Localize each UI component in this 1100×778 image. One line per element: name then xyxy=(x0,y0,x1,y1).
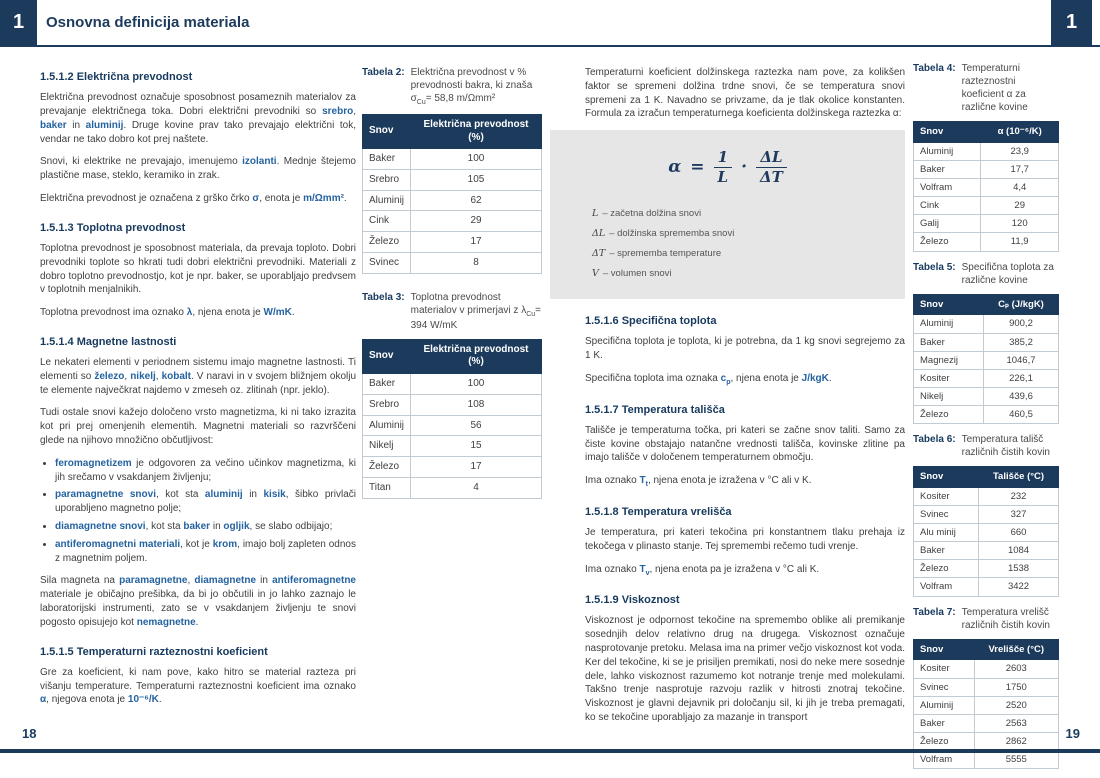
substance-cell: Srebro xyxy=(363,169,411,190)
table-row xyxy=(363,415,542,436)
table-row xyxy=(363,253,542,274)
specific-heat-table xyxy=(913,294,1059,425)
paragraph: Sila magneta na paramagnetne, diamagnetne in antiferomagnetne materiale je običajno prešibka, da bi jo občutili in jo lahko zaznajo le laboratorijski instrumenti, zato se v vsakdanjem življenju te snovi pogosto opisujejo kot nemagnetne. xyxy=(40,575,356,628)
value-cell: 660 xyxy=(979,524,1059,542)
value-cell: 1046,7 xyxy=(983,351,1058,369)
column-header: Vrelišče (°C) xyxy=(974,639,1058,660)
paragraph: Viskoznost je odpornost tekočine na spremembo oblike ali premikanje sosednjih delov relativno drug na drugega. Viskoznost označuje nasprotovanje pretoku. Melasa ima na primer večjo viskoznost kot voda. Ker del tekočine, ki se je prisiljen premikati, nosi do neke mere sosednje dele, lahko viskoznost razumemo kot notranje trenje med molekulami. Takšno trenje nasprotuje razvoju razlik v hitrosti znotraj tekočine. Viskoznost je glavni dejavnik pri določanju sil, ki jih je treba premagati, ko se tekočine uporabljajo za mazanje in transport xyxy=(585,615,905,723)
legend-row xyxy=(592,247,905,260)
substance-cell: Volfram xyxy=(914,751,975,769)
substance-cell: Svinec xyxy=(363,253,411,274)
paragraph: Toplotna prevodnost ima oznako λ, njena enota je W/mK. xyxy=(40,307,295,319)
substance-cell: Železo xyxy=(914,732,975,750)
header-divider xyxy=(0,45,1100,47)
substance-cell: Titan xyxy=(363,477,411,498)
table-row xyxy=(363,169,542,190)
value-cell: 2520 xyxy=(974,696,1058,714)
substance-cell: Aluminij xyxy=(914,142,981,160)
value-cell: 5555 xyxy=(974,751,1058,769)
list-item: • feromagnetizem je odgovoren za večino učinkov magnetizma, ki jih srečamo v vsakdanjem življenju; xyxy=(55,457,356,485)
value-cell: 29 xyxy=(981,197,1059,215)
substance-cell: Baker xyxy=(363,373,411,394)
table-row xyxy=(914,369,1059,387)
table-row xyxy=(363,436,542,457)
list-item: • diamagnetne snovi, kot sta baker in ogljik, se slabo odbijajo; xyxy=(55,520,356,534)
table-row xyxy=(914,732,1059,750)
column-header: Snov xyxy=(914,122,981,143)
value-cell: 1538 xyxy=(979,560,1059,578)
formula-legend xyxy=(592,207,905,280)
table-row xyxy=(914,215,1059,233)
value-cell: 385,2 xyxy=(983,333,1058,351)
table-row xyxy=(914,578,1059,596)
table-header-row xyxy=(914,639,1059,660)
legend-description: – dolžinska sprememba snovi xyxy=(609,227,735,239)
value-cell: 56 xyxy=(411,415,542,436)
formula-alpha: α xyxy=(668,156,682,177)
table-row xyxy=(914,179,1059,197)
formula-dot: · xyxy=(741,156,747,177)
legend-variable: V xyxy=(592,268,599,280)
paragraph: Ima oznako $T_v$, njena enota pa je izražena v °C ali K. xyxy=(585,563,820,577)
table-caption-text: Temperatura tališč različnih čistih kovin xyxy=(961,434,1050,459)
right-tables-column xyxy=(913,62,1059,778)
value-cell: 1750 xyxy=(974,678,1058,696)
table-caption-text: Toplotna prevodnost materialov v primerjavi z $\lambda_{Cu}= 394$ W/mK xyxy=(410,291,541,331)
substance-cell: Železo xyxy=(363,457,411,478)
table-caption xyxy=(362,66,542,107)
table-row xyxy=(914,542,1059,560)
chapter-number-badge-right: 1 xyxy=(1051,0,1092,45)
table-row xyxy=(914,714,1059,732)
value-cell: 2862 xyxy=(974,732,1058,750)
column-header: Snov xyxy=(914,294,984,315)
table-header-row xyxy=(363,339,542,373)
table-row xyxy=(363,457,542,478)
paragraph: Tališče je temperaturna točka, pri kateri se začne snov taliti. Samo za čiste kovine obstajajo natančne vrednosti tališča, kovinske zlitine pa imajo tališče v določenem temperaturnem območju. xyxy=(585,424,905,464)
table-header-row xyxy=(363,115,542,149)
table-block-2 xyxy=(362,66,542,274)
table-row xyxy=(914,678,1059,696)
table-block-4 xyxy=(913,62,1059,252)
thermal-conductivity-table xyxy=(362,339,542,499)
value-cell: 2563 xyxy=(974,714,1058,732)
value-cell: 900,2 xyxy=(983,315,1058,333)
substance-cell: Volfram xyxy=(914,578,979,596)
substance-cell: Železo xyxy=(363,232,411,253)
table-block-6 xyxy=(913,433,1059,597)
page-number-right: 19 xyxy=(1065,726,1080,741)
table-caption-text: Električna prevodnost v % prevodnosti bakra, ki znaša $\sigma_{Cu}= 58,8$ m/Ωmm² xyxy=(410,67,533,106)
substance-cell: Aluminij xyxy=(914,315,984,333)
value-cell: 15 xyxy=(411,436,542,457)
value-cell: 439,6 xyxy=(983,387,1058,405)
table-caption xyxy=(913,606,1059,632)
value-cell: 4 xyxy=(411,477,542,498)
table-header-row xyxy=(914,122,1059,143)
table-caption-text: Specifična toplota za različne kovine xyxy=(961,261,1054,286)
paragraph: Električna prevodnost označuje sposobnost posameznih materialov za prevajanje električnega toka. Dobri električni prevodniki so srebro, baker in aluminij. Druge kovine prav tako prevajajo električni tok, vendar ne tako dobro kot prej naštete. xyxy=(40,92,356,145)
legend-description: – začetna dolžina snovi xyxy=(602,207,702,219)
table-row xyxy=(914,333,1059,351)
column-header: α (10⁻⁶/K) xyxy=(981,122,1059,143)
table-label: Tabela 2: xyxy=(362,67,405,78)
value-cell: 23,9 xyxy=(981,142,1059,160)
substance-cell: Nikelj xyxy=(914,387,984,405)
value-cell: 29 xyxy=(411,211,542,232)
section-heading: 1.5.1.6 Specifična toplota xyxy=(585,315,717,328)
paragraph: Gre za koeficient, ki nam pove, kako hitro se material razteza pri višanju temperature. Temperaturni razteznostni koeficient ima oznako α, njegova enota je 10⁻⁶/K. xyxy=(40,666,356,706)
thermal-expansion-formula xyxy=(550,148,905,187)
substance-cell: Kositer xyxy=(914,660,975,678)
section-heading: 1.5.1.5 Temperaturni razteznostni koeficient xyxy=(40,645,268,658)
legend-variable: L xyxy=(592,207,599,219)
table-block-3 xyxy=(362,291,542,499)
denominator: L xyxy=(714,167,733,187)
table-row xyxy=(363,232,542,253)
table-row xyxy=(914,751,1059,769)
table-row xyxy=(914,160,1059,178)
table-row xyxy=(914,233,1059,251)
paragraph: Je temperatura, pri kateri tekočina pri konstantnem tlaku prehaja iz tekočega v plinasto stanje. Tej spremembi rečemo tudi vrenje. xyxy=(585,526,905,552)
paragraph: Le nekateri elementi v periodnem sistemu imajo magnetne lastnosti. Ti elementi so železo, nikelj, kobalt. V naravi in v svojem bližnjem okolju te elemente največkrat najdemo v zmeseh oz. zlitinah (npr. jeklo). xyxy=(40,357,357,396)
paragraph: Ima oznako $T_t$, njena enota je izražena v °C ali v K. xyxy=(585,475,812,489)
table-row xyxy=(914,487,1059,505)
table-caption-text: Temperatura vrelišč različnih čistih kovin xyxy=(961,606,1050,631)
value-cell: 3422 xyxy=(979,578,1059,596)
table-label: Tabela 5: xyxy=(913,261,956,273)
paragraph: Toplotna prevodnost je sposobnost materiala, da prevaja toploto. Dobri prevodniki toplote so hkrati tudi dobri električni prevodniki. Materiali z dobro toplotno prevodnostjo, kot je npr. baker, se uporabljajo predvsem v toplotnih menjalnikih. xyxy=(40,242,356,296)
legend-variable: ΔL xyxy=(592,227,606,239)
paragraph: Temperaturni koeficient dolžinskega raztezka nam pove, za kolikšen faktor se spremeni dolžina trdne snovi, če se temperatura snovi spremeni za 1 K. Navadno se privzame, da je tlak okolice konstanten. Formula za izračun temperaturnega koeficienta dolžinskega raztezka α: xyxy=(585,67,905,120)
paragraph: Električna prevodnost je označena z grško črko σ, enota je m/Ωmm². xyxy=(40,192,347,204)
paragraph: Specifična toplota je toplota, ki je potrebna, da 1 kg snovi segrejemo za 1 K. xyxy=(585,336,905,362)
substance-cell: Baker xyxy=(914,160,981,178)
value-cell: 11,9 xyxy=(981,233,1059,251)
section-heading: 1.5.1.7 Temperatura tališča xyxy=(585,403,725,416)
value-cell: 62 xyxy=(411,190,542,211)
substance-cell: Kositer xyxy=(914,487,979,505)
table-block-7 xyxy=(913,606,1059,770)
section-heading: 1.5.1.2 Električna prevodnost xyxy=(40,71,193,83)
substance-cell: Aluminij xyxy=(363,190,411,211)
paragraph: Snovi, ki elektrike ne prevajajo, imenujemo izolanti. Mednje štejemo plastične mase, steklo, keramiko in zrak. xyxy=(40,156,356,182)
table-row xyxy=(914,387,1059,405)
column-header: Snov xyxy=(914,639,975,660)
substance-cell: Svinec xyxy=(914,506,979,524)
column-header: Električna prevodnost (%) xyxy=(411,115,542,149)
substance-cell: Železo xyxy=(914,560,979,578)
formula-equals: = xyxy=(690,156,705,177)
section-heading: 1.5.1.9 Viskoznost xyxy=(585,594,680,607)
table-header-row xyxy=(914,294,1059,315)
table-header-row xyxy=(914,467,1059,488)
table-row xyxy=(914,405,1059,423)
value-cell: 120 xyxy=(981,215,1059,233)
value-cell: 226,1 xyxy=(983,369,1058,387)
value-cell: 8 xyxy=(411,253,542,274)
formula-fraction-2 xyxy=(756,148,787,187)
value-cell: 17,7 xyxy=(981,160,1059,178)
column-header: Cₚ (J/kgK) xyxy=(983,294,1058,315)
substance-cell: Kositer xyxy=(914,369,984,387)
paragraph: Specifična toplota ima oznaka $c_p$, njena enota je J/kgK. xyxy=(585,372,832,386)
electrical-conductivity-table xyxy=(362,114,542,274)
table-row xyxy=(363,477,542,498)
table-label: Tabela 6: xyxy=(913,434,956,446)
table-row xyxy=(914,696,1059,714)
formula-box xyxy=(550,130,905,299)
substance-cell: Nikelj xyxy=(363,436,411,457)
table-block-5 xyxy=(913,261,1059,425)
column-header: Tališče (°C) xyxy=(979,467,1059,488)
legend-description: – volumen snovi xyxy=(602,268,672,280)
table-row xyxy=(363,211,542,232)
numerator: ΔL xyxy=(760,148,783,167)
chapter-number-badge-left: 1 xyxy=(0,0,37,45)
table-label: Tabela 7: xyxy=(913,606,956,618)
formula-fraction-1 xyxy=(714,148,733,187)
table-row xyxy=(363,149,542,170)
magnetism-bullet-list xyxy=(40,457,356,566)
substance-cell: Srebro xyxy=(363,394,411,415)
list-item: • paramagnetne snovi, kot sta aluminij in kisik, šibko privlači uporabljeno magnetno polje; xyxy=(55,488,356,516)
value-cell: 105 xyxy=(411,169,542,190)
numerator: 1 xyxy=(717,148,729,167)
value-cell: 17 xyxy=(411,457,542,478)
substance-cell: Cink xyxy=(363,211,411,232)
value-cell: 327 xyxy=(979,506,1059,524)
table-row xyxy=(914,524,1059,542)
value-cell: 17 xyxy=(411,232,542,253)
substance-cell: Volfram xyxy=(914,179,981,197)
table-row xyxy=(363,190,542,211)
value-cell: 100 xyxy=(411,149,542,170)
legend-variable: ΔT xyxy=(592,247,606,259)
substance-cell: Magnezij xyxy=(914,351,984,369)
table-caption-text: Temperaturni razteznostni koeficient α za različne kovine xyxy=(961,63,1028,113)
substance-cell: Baker xyxy=(914,333,984,351)
substance-cell: Cink xyxy=(914,197,981,215)
legend-row xyxy=(592,227,905,240)
table-row xyxy=(363,394,542,415)
substance-cell: Aluminij xyxy=(363,415,411,436)
right-text-column xyxy=(585,66,905,734)
column-header: Snov xyxy=(914,467,979,488)
list-item: • antiferomagnetni materiali, kot je krom, imajo bolj zapleten odnos z magnetnim poljem. xyxy=(55,538,356,566)
table-row xyxy=(914,560,1059,578)
substance-cell: Železo xyxy=(914,405,984,423)
column-header: Električna prevodnost (%) xyxy=(411,339,542,373)
value-cell: 232 xyxy=(979,487,1059,505)
table-row xyxy=(914,142,1059,160)
substance-cell: Baker xyxy=(914,714,975,732)
table-caption xyxy=(913,62,1059,114)
section-heading: 1.5.1.4 Magnetne lastnosti xyxy=(40,335,177,348)
substance-cell: Baker xyxy=(914,542,979,560)
footer-divider xyxy=(0,749,1100,753)
column-header: Snov xyxy=(363,115,411,149)
table-row xyxy=(363,373,542,394)
value-cell: 100 xyxy=(411,373,542,394)
table-label: Tabela 3: xyxy=(362,291,405,303)
table-label: Tabela 4: xyxy=(913,63,956,74)
table-row xyxy=(914,506,1059,524)
substance-cell: Galij xyxy=(914,215,981,233)
table-row xyxy=(914,660,1059,678)
table-caption xyxy=(913,261,1059,287)
legend-row xyxy=(592,207,905,220)
page-title: Osnovna definicija materiala xyxy=(46,14,250,31)
table-caption xyxy=(913,433,1059,459)
legend-description: – sprememba temperature xyxy=(609,247,722,259)
expansion-coefficient-table xyxy=(913,121,1059,252)
substance-cell: Alu minij xyxy=(914,524,979,542)
paragraph: Tudi ostale snovi kažejo določeno vrsto magnetizma, ki ni tako izrazita kot pri prej omenjenih elementih. Magnetni materiali so razvrščeni glede na njihovo množično občutljivost: xyxy=(40,407,356,447)
page-number-left: 18 xyxy=(22,726,37,741)
section-heading: 1.5.1.8 Temperatura vrelišča xyxy=(585,505,732,518)
substance-cell: Svinec xyxy=(914,678,975,696)
value-cell: 2603 xyxy=(974,660,1058,678)
column-header: Snov xyxy=(363,339,411,373)
table-row xyxy=(914,351,1059,369)
value-cell: 108 xyxy=(411,394,542,415)
value-cell: 460,5 xyxy=(983,405,1058,423)
melting-point-table xyxy=(913,466,1059,597)
table-caption xyxy=(362,291,542,332)
legend-row xyxy=(592,267,905,280)
substance-cell: Aluminij xyxy=(914,696,975,714)
substance-cell: Železo xyxy=(914,233,981,251)
value-cell: 1084 xyxy=(979,542,1059,560)
table-row xyxy=(914,197,1059,215)
left-text-column xyxy=(40,70,356,716)
value-cell: 4,4 xyxy=(981,179,1059,197)
table-row xyxy=(914,315,1059,333)
left-tables-column xyxy=(362,66,542,516)
denominator: ΔT xyxy=(756,167,787,187)
section-heading: 1.5.1.3 Toplotna prevodnost xyxy=(40,221,186,234)
substance-cell: Baker xyxy=(363,149,411,170)
